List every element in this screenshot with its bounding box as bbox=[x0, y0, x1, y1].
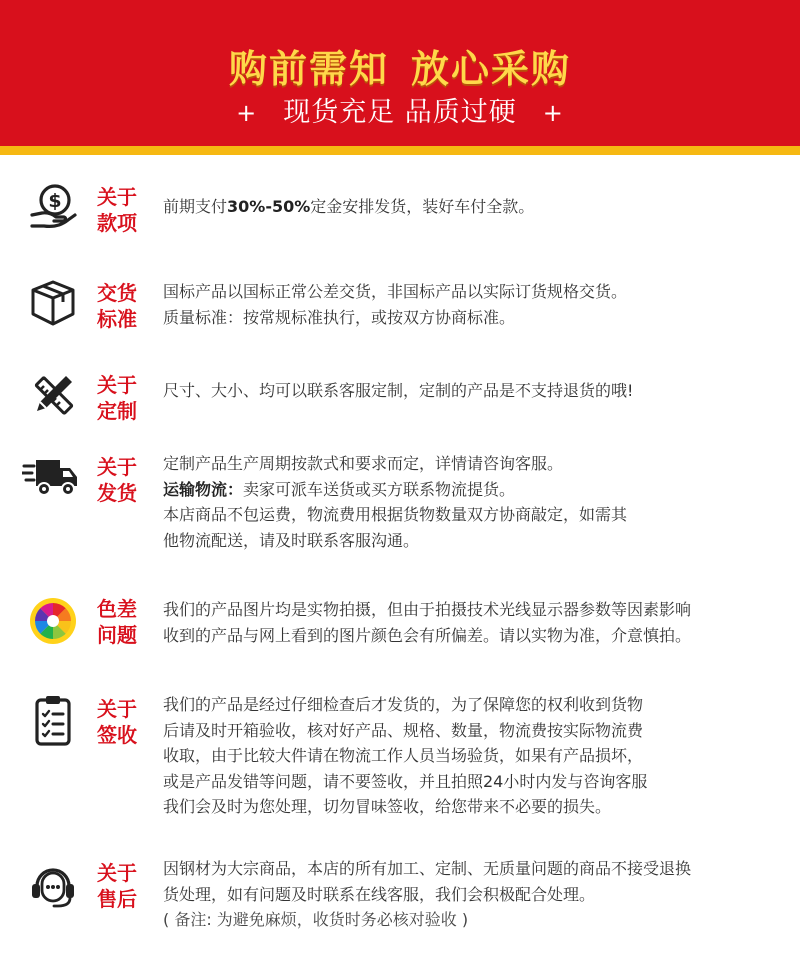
section-text bbox=[163, 194, 773, 220]
package-box-icon bbox=[28, 278, 78, 328]
pencil-ruler-icon bbox=[28, 370, 78, 420]
clipboard-checklist-icon bbox=[28, 694, 78, 744]
banner-title-left: 购前需知 bbox=[228, 47, 389, 91]
banner-stripe bbox=[0, 146, 800, 155]
plus-left-icon: + bbox=[236, 99, 258, 127]
text-line: 国标产品以国标正常公差交货，非国标产品以实际订货规格交货。 bbox=[163, 282, 628, 301]
text-line: 质量标准：按常规标准执行，或按双方协商标准。 bbox=[163, 307, 516, 327]
text-line: 因钢材为大宗商品，本店的所有加工、定制、无质量问题的商品不接受退换 bbox=[163, 859, 692, 878]
text-line: 他物流配送，请及时联系客服沟通。 bbox=[163, 530, 420, 550]
text-line: 收到的产品与网上看到的图片颜色会有所偏差。请以实物为准，介意慎拍。 bbox=[163, 625, 692, 645]
section-text bbox=[163, 692, 773, 820]
section-label: 交货 标准 bbox=[97, 281, 137, 331]
text-line: 尺寸、大小、均可以联系客服定制，定制的产品是不支持退货的哦! bbox=[163, 381, 634, 400]
text-line: 后请及时开箱验收，核对好产品、规格、数量，物流费按实际物流费 bbox=[163, 720, 644, 740]
text-line: 定制产品生产周期按款式和要求而定，详情请咨询客服。 bbox=[163, 454, 564, 473]
section-label: 关于 发货 bbox=[97, 455, 137, 505]
section-label: 关于 款项 bbox=[97, 185, 137, 235]
section-text bbox=[163, 279, 773, 330]
text-line: 我们的产品是经过仔细检查后才发货的，为了保障您的权利收到货物 bbox=[163, 695, 644, 714]
text-line: 收取，由于比较大件请在物流工作人员当场验货，如果有产品损坏， bbox=[163, 746, 644, 765]
text-line: 运输物流：卖家可派车送货或买方联系物流提货。 bbox=[163, 479, 516, 499]
section-text bbox=[163, 597, 773, 648]
text-line: 货处理，如有问题及时联系在线客服，我们会积极配合处理。 bbox=[163, 884, 596, 904]
section-text bbox=[163, 378, 773, 404]
customer-service-headset-icon bbox=[28, 860, 78, 910]
section-label: 色差 问题 bbox=[97, 597, 137, 647]
section-label: 关于 定制 bbox=[97, 373, 137, 423]
text-line: 我们会及时为您处理，切勿冒味签收，给您带来不必要的损失。 bbox=[163, 797, 612, 816]
text-line: 或是产品发错等问题，请不要签收，并且拍照24小时内发与咨询客服 bbox=[163, 771, 648, 791]
text-line: 我们的产品图片均是实物拍摄，但由于拍摄技术光线显示器参数等因素影响 bbox=[163, 600, 692, 619]
banner-subtitle-row bbox=[0, 90, 800, 129]
section-label: 关于 签收 bbox=[97, 697, 137, 747]
section-label: 关于 售后 bbox=[97, 861, 137, 911]
banner-title-right: 放心采购 bbox=[411, 47, 572, 91]
section-text bbox=[163, 856, 773, 933]
remark-note: ( 备注: 为避免麻烦，收货时务必核对验收 ) bbox=[163, 910, 469, 929]
color-wheel-icon bbox=[28, 596, 78, 646]
section-text bbox=[163, 451, 773, 553]
banner-title bbox=[0, 38, 800, 93]
header-banner bbox=[0, 0, 800, 146]
text-line: 本店商品不包运费，物流费用根据货物数量双方协商敲定，如需其 bbox=[163, 505, 628, 524]
delivery-truck-icon bbox=[22, 456, 80, 506]
plus-right-icon: + bbox=[542, 99, 564, 127]
text-line: 前期支付30%-50%定金安排发货，装好车付全款。 bbox=[163, 197, 535, 216]
svg-text:$: $ bbox=[48, 190, 62, 212]
banner-subtitle: 现货充足 品质过硬 bbox=[283, 97, 517, 128]
money-hand-icon bbox=[28, 182, 78, 232]
